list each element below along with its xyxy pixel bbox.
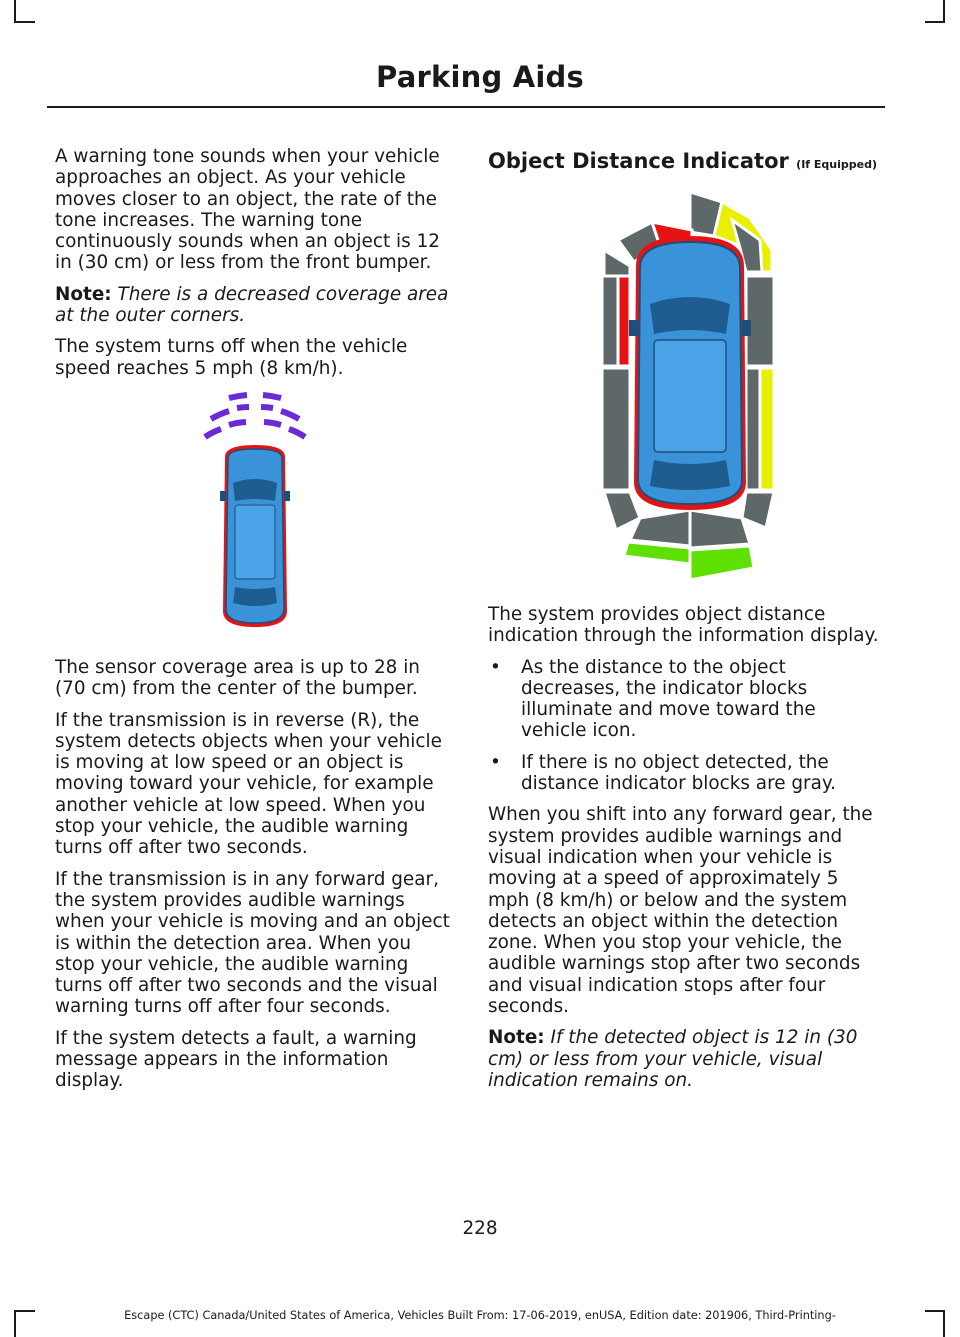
section-heading: [488, 148, 883, 178]
crop-mark: [943, 0, 945, 22]
right-column: [488, 146, 883, 1101]
indicator-block: [746, 368, 760, 490]
indicator-block: [602, 368, 630, 490]
indicator-block: [604, 250, 630, 276]
indicator-block: [604, 492, 640, 530]
indicator-block: [618, 276, 630, 366]
paragraph: The system provides object distance indication through the information display.: [488, 604, 879, 647]
heading-text: Object Distance Indicator: [488, 149, 789, 173]
note-text: There is a decreased coverage area at the outer corners.: [55, 283, 449, 327]
list-item: • If there is no object detected, the distance indicator blocks are gray.: [488, 752, 883, 795]
crop-mark: [925, 21, 945, 23]
list-item: • As the distance to the object decreases, the indicator blocks illuminate and move toward the vehicle icon.: [488, 657, 883, 742]
left-column: [55, 146, 450, 1102]
paragraph: A warning tone sounds when your vehicle approaches an object. As your vehicle moves closer to an object, the rate of the tone increases. The warning tone continuously sounds when an object is 12 in (30 cm) or less from the front bumper.: [55, 146, 440, 274]
paragraph: The system turns off when the vehicle speed reaches 5 mph (8 km/h).: [55, 336, 408, 379]
footer-text: Escape (CTC) Canada/United States of America, Vehicles Built From: 17-06-2019, enUSA, Edition date: 201906, Third-Printing-: [124, 1309, 836, 1322]
paragraph: When you shift into any forward gear, the system provides audible warnings and visual indication when your vehicle is moving at a speed of approximately 5 mph (8 km/h) or below and the system detects an object within the detection zone. When you stop your vehicle, the audible warnings stop after two seconds and visual indication stops after four seconds.: [488, 804, 873, 1018]
paragraph: If the transmission is in any forward gear, the system provides audible warnings when your vehicle is moving and an object is within the detection area. When you stop your vehicle, the audible warning turns off after two seconds and the visual warning turns off after four seconds.: [55, 868, 450, 1018]
indicator-block: [602, 276, 618, 366]
heading-qualifier: (If Equipped): [796, 158, 878, 171]
note-label: Note:: [488, 1027, 545, 1049]
front-sensor-diagram: [195, 391, 315, 631]
page-title: Parking Aids: [376, 60, 584, 94]
note-label: Note:: [55, 283, 112, 305]
page-number: 228: [462, 1218, 498, 1239]
crop-mark: [14, 21, 35, 23]
paragraph: If the system detects a fault, a warning message appears in the information display.: [55, 1027, 417, 1092]
indicator-block: [742, 492, 774, 528]
note: [488, 1027, 883, 1091]
paragraph: If the transmission is in reverse (R), the system detects objects when your vehicle is moving at low speed or an object is moving toward your vehicle, for example another vehicle at low speed. When you stop your vehicle, the audible warning turns off after two seconds.: [55, 709, 442, 859]
bullet-list: [488, 657, 883, 795]
sensor-wave-icon: [205, 395, 305, 437]
crop-mark: [14, 0, 16, 22]
note: [55, 284, 450, 327]
object-distance-indicator-diagram: [600, 192, 780, 582]
paragraph: The sensor coverage area is up to 28 in (70 cm) from the center of the bumper.: [55, 656, 420, 700]
car-icon: [629, 236, 751, 510]
car-icon: [220, 445, 290, 627]
note-text: If the detected object is 12 in (30 cm) or less from your vehicle, visual indication remains on.: [488, 1027, 858, 1091]
indicator-block: [690, 546, 754, 580]
header-divider: [47, 106, 885, 108]
indicator-block: [760, 368, 774, 490]
